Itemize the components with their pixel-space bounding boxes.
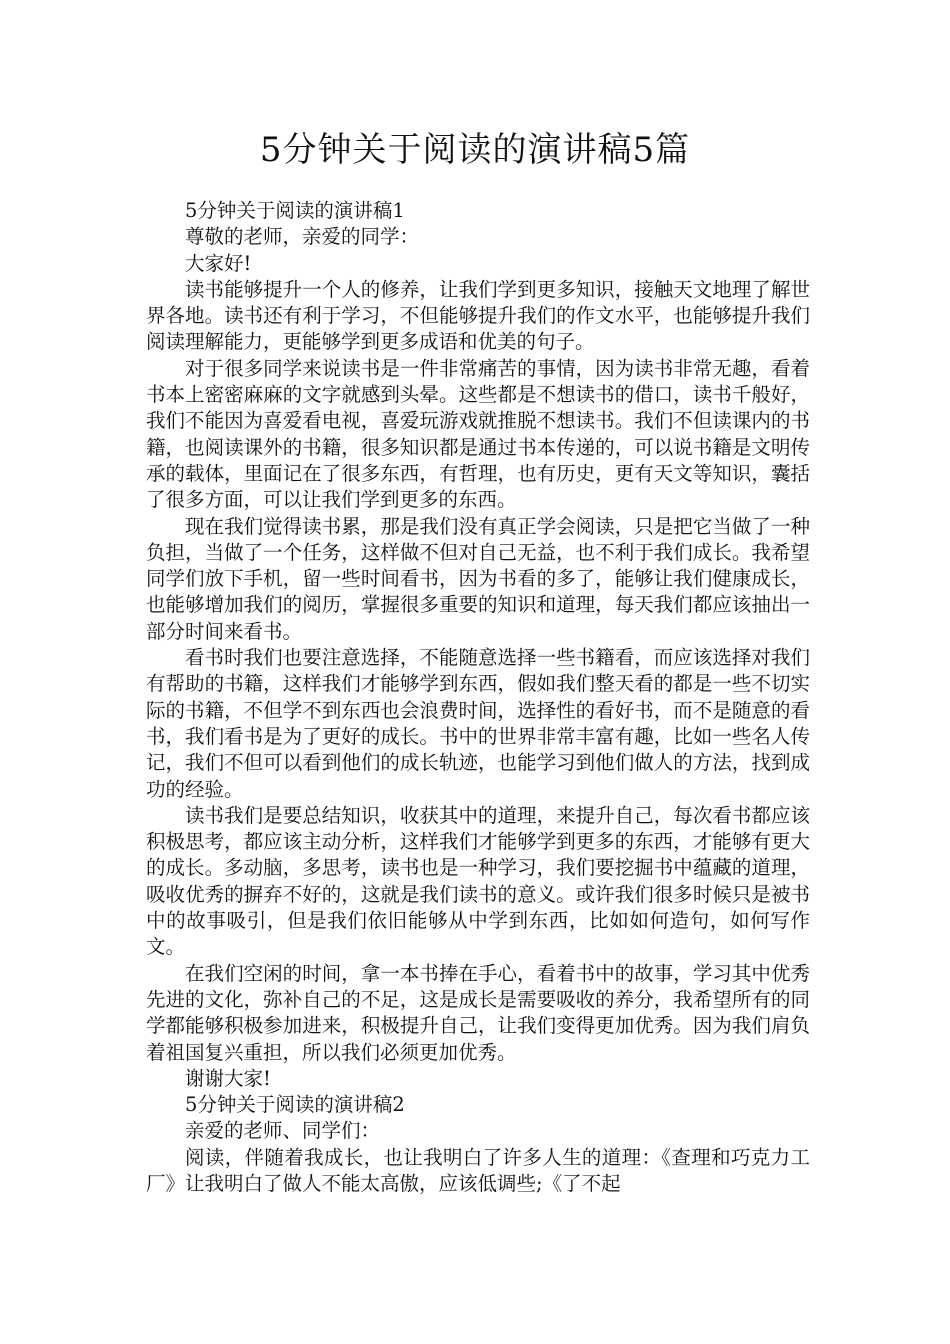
paragraph: 对于很多同学来说读书是一件非常痛苦的事情，因为读书非常无趣，看着书本上密密麻麻的文字就感到头晕。这些都是不想读书的借口，读书千般好，我们不能因为喜爱看电视，喜爱玩游戏就推脱不想读书。我们不但读课内的书籍，也阅读课外的书籍，很多知识都是通过书本传递的，可以说书籍是文明传承的载体，里面记在了很多东西，有哲理，也有历史，更有天文等知识，囊括了很多方面，可以让我们学到更多的东西。 xyxy=(146,356,810,512)
paragraph: 阅读，伴随着我成长，也让我明白了许多人生的道理：《查理和巧克力工厂》让我明白了做人不能太高傲，应该低调些;《了不起 xyxy=(146,1145,810,1195)
paragraph: 在我们空闲的时间，拿一本书捧在手心，看着书中的故事，学习其中优秀先进的文化，弥补自己的不足，这是成长是需要吸收的养分，我希望所有的同学都能够积极参加进来，积极提升自己，让我们变得更加优秀。因为我们肩负着祖国复兴重担，所以我们必须更加优秀。 xyxy=(146,961,810,1064)
document-title: 5分钟关于阅读的演讲稿5篇 xyxy=(259,130,691,170)
greeting: 大家好! xyxy=(185,251,252,275)
section-heading-1: 5分钟关于阅读的演讲稿1 xyxy=(185,199,405,222)
salutation: 亲爱的老师、同学们： xyxy=(185,1119,381,1143)
closing: 谢谢大家! xyxy=(185,1066,271,1090)
paragraph: 读书能够提升一个人的修养，让我们学到更多知识，接触天文地理了解世界各地。读书还有利于学习，不但能够提升我们的作文水平，也能够提升我们阅读理解能力，更能够学到更多成语和优美的句子。 xyxy=(146,277,810,354)
paragraph: 看书时我们也要注意选择，不能随意选择一些书籍看，而应该选择对我们有帮助的书籍，这样我们才能够学到东西，假如我们整天看的都是一些不切实际的书籍，不但学不到东西也会浪费时间，选择性的看好书，而不是随意的看书，我们看书是为了更好的成长。书中的世界非常丰富有趣，比如一些名人传记，我们不但可以看到他们的成长轨迹，也能学习到他们做人的方法，找到成功的经验。 xyxy=(146,646,810,801)
section-heading-2: 5分钟关于阅读的演讲稿2 xyxy=(185,1093,405,1117)
document-body xyxy=(146,198,810,1197)
salutation: 尊敬的老师，亲爱的同学： xyxy=(185,225,420,249)
paragraph: 读书我们是要总结知识，收获其中的道理，来提升自己，每次看书都应该积极思考，都应该主动分析，这样我们才能够学到更多的东西，才能够有更大的成长。多动脑，多思考，读书也是一种学习，我们要挖掘书中蕴藏的道理，吸收优秀的摒弃不好的，这就是我们读书的意义。或许我们很多时候只是被书中的故事吸引，但是我们依旧能够从中学到东西，比如如何造句，如何写作文。 xyxy=(146,803,810,959)
paragraph: 现在我们觉得读书累，那是我们没有真正学会阅读，只是把它当做了一种负担，当做了一个任务，这样做不但对自己无益，也不利于我们成长。我希望同学们放下手机，留一些时间看书，因为书看的多了，能够让我们健康成长，也能够增加我们的阅历，掌握很多重要的知识和道理，每天我们都应该抽出一部分时间来看书。 xyxy=(146,514,810,643)
